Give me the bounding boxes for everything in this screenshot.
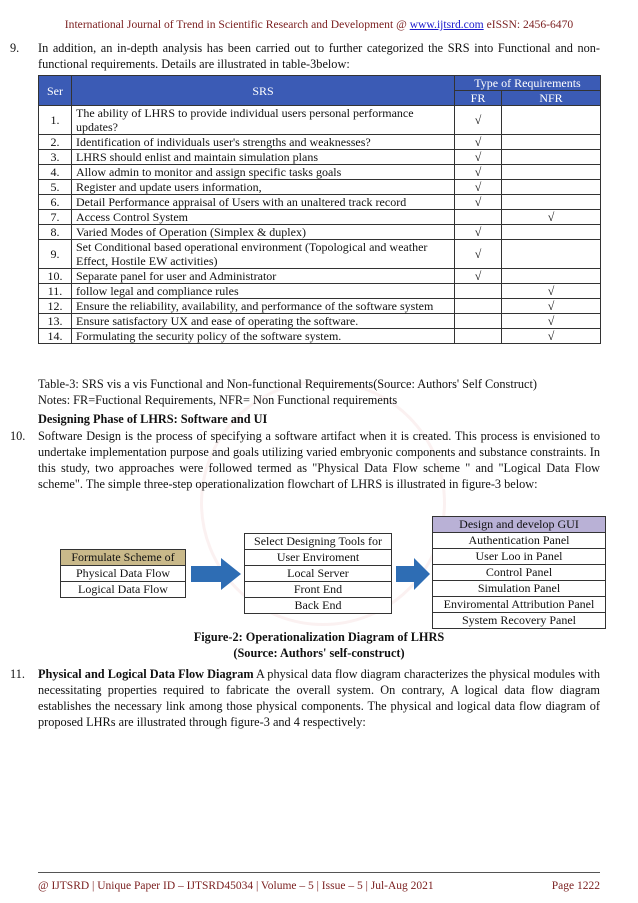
paragraph-number: 11. bbox=[10, 667, 25, 681]
paragraph-text: In addition, an in-depth analysis has been carried out to further categorized the SRS into Functional and non-functional requirements. Details are illustrated in table-3below: bbox=[38, 41, 600, 71]
paragraph-11 bbox=[10, 666, 600, 730]
cell-fr bbox=[455, 284, 502, 299]
cell-nfr bbox=[502, 150, 601, 165]
table-row bbox=[39, 150, 601, 165]
footer-left: @ IJTSRD | Unique Paper ID – IJTSRD45034 | Volume – 5 | Issue – 5 | Jul-Aug 2021 bbox=[38, 880, 434, 892]
section-heading: Designing Phase of LHRS: Software and UI bbox=[38, 412, 268, 426]
table-row bbox=[39, 240, 601, 269]
col-srs-header: SRS bbox=[72, 76, 455, 106]
journal-issn: eISSN: 2456-6470 bbox=[486, 18, 574, 31]
cell-fr bbox=[455, 314, 502, 329]
table-row bbox=[39, 195, 601, 210]
cell-srs: Ensure satisfactory UX and ease of operating the software. bbox=[72, 314, 455, 329]
table-caption: Table-3: SRS vis a vis Functional and Non-functional Requirements(Source: Authors' Self Construct) bbox=[38, 377, 537, 391]
cell-srs: Register and update users information, bbox=[72, 180, 455, 195]
cell-fr bbox=[455, 299, 502, 314]
table-row bbox=[39, 284, 601, 299]
cell-ser: 13. bbox=[39, 314, 72, 329]
cell-nfr bbox=[502, 195, 601, 210]
cell-ser: 4. bbox=[39, 165, 72, 180]
cell-fr: √ bbox=[455, 135, 502, 150]
col-nfr-header: NFR bbox=[502, 91, 601, 106]
cell-srs: Set Conditional based operational environment (Topological and weather Effect, Hostile EW activities) bbox=[72, 240, 455, 269]
cell-nfr bbox=[502, 106, 601, 135]
paragraph-9 bbox=[10, 40, 600, 72]
tools-box bbox=[244, 533, 392, 614]
table-notes: Notes: FR=Fuctional Requirements, NFR= Non Functional requirements bbox=[38, 393, 398, 407]
table-row bbox=[39, 269, 601, 284]
cell-srs: Allow admin to monitor and assign specific tasks goals bbox=[72, 165, 455, 180]
cell-srs: follow legal and compliance rules bbox=[72, 284, 455, 299]
cell-ser: 6. bbox=[39, 195, 72, 210]
cell-srs: Identification of individuals user's strengths and weaknesses? bbox=[72, 135, 455, 150]
cell-ser: 11. bbox=[39, 284, 72, 299]
cell-ser: 12. bbox=[39, 299, 72, 314]
cell-nfr bbox=[502, 240, 601, 269]
table-row bbox=[39, 135, 601, 150]
gui-box bbox=[432, 516, 606, 629]
cell-nfr bbox=[502, 135, 601, 150]
scheme-box-title: Formulate Scheme of bbox=[61, 550, 185, 565]
cell-fr: √ bbox=[455, 150, 502, 165]
cell-srs: Formulating the security policy of the software system. bbox=[72, 329, 455, 344]
cell-fr: √ bbox=[455, 165, 502, 180]
cell-fr: √ bbox=[455, 195, 502, 210]
gui-box-item: System Recovery Panel bbox=[433, 612, 605, 628]
table-row bbox=[39, 225, 601, 240]
table-row bbox=[39, 180, 601, 195]
paragraph-number: 10. bbox=[10, 429, 26, 443]
journal-url-link[interactable]: www.ijtsrd.com bbox=[409, 18, 484, 31]
table-row bbox=[39, 210, 601, 225]
figure-source: (Source: Authors' self-construct) bbox=[233, 646, 405, 660]
cell-fr: √ bbox=[455, 269, 502, 284]
paragraph-number: 9. bbox=[10, 41, 20, 55]
tools-box-item: User Enviroment bbox=[245, 549, 391, 565]
col-ser-header: Ser bbox=[39, 76, 72, 106]
cell-nfr: √ bbox=[502, 314, 601, 329]
cell-srs: Detail Performance appraisal of Users with an unaltered track record bbox=[72, 195, 455, 210]
cell-fr: √ bbox=[455, 106, 502, 135]
cell-ser: 1. bbox=[39, 106, 72, 135]
cell-ser: 3. bbox=[39, 150, 72, 165]
gui-box-item: User Loo in Panel bbox=[433, 548, 605, 564]
gui-box-item: Simulation Panel bbox=[433, 580, 605, 596]
footer-divider bbox=[38, 872, 600, 873]
page-number: Page 1222 bbox=[551, 880, 600, 892]
cell-fr: √ bbox=[455, 225, 502, 240]
cell-nfr bbox=[502, 165, 601, 180]
cell-nfr: √ bbox=[502, 329, 601, 344]
cell-srs: LHRS should enlist and maintain simulation plans bbox=[72, 150, 455, 165]
cell-nfr bbox=[502, 269, 601, 284]
cell-nfr: √ bbox=[502, 299, 601, 314]
cell-ser: 14. bbox=[39, 329, 72, 344]
table-row bbox=[39, 329, 601, 344]
tools-box-item: Front End bbox=[245, 581, 391, 597]
journal-name: International Journal of Trend in Scientific Research and Development @ bbox=[64, 18, 407, 31]
paragraph-10 bbox=[10, 428, 600, 492]
table-row bbox=[39, 165, 601, 180]
tools-box-item: Back End bbox=[245, 597, 391, 613]
cell-nfr: √ bbox=[502, 284, 601, 299]
scheme-box bbox=[60, 549, 186, 598]
arrow-2-icon bbox=[396, 556, 432, 592]
cell-srs: The ability of LHRS to provide individual users personal performance updates? bbox=[72, 106, 455, 135]
tools-box-title: Select Designing Tools for bbox=[254, 534, 382, 548]
cell-nfr bbox=[502, 225, 601, 240]
srs-table bbox=[38, 75, 601, 344]
cell-ser: 2. bbox=[39, 135, 72, 150]
paragraph-bold-lead: Physical and Logical Data Flow Diagram bbox=[38, 667, 254, 681]
cell-fr: √ bbox=[455, 240, 502, 269]
arrow-1-icon bbox=[191, 556, 243, 592]
cell-ser: 5. bbox=[39, 180, 72, 195]
cell-fr bbox=[455, 329, 502, 344]
paragraph-text: A physical data flow diagram characterizes the physical modules with necessitating properties required to fabricate the overall system. On contrary, A logical data flow diagram establishes the necessary link among those physical components. The physical and logical data flow diagram of proposed LHRs are illustrated through figure-3 and 4 respectively: bbox=[38, 667, 600, 729]
cell-srs: Separate panel for user and Administrator bbox=[72, 269, 455, 284]
page-footer bbox=[38, 880, 600, 892]
table-row bbox=[39, 106, 601, 135]
paragraph-text: Software Design is the process of specifying a software artifact when it is created. This process is envisioned to undertake implementation purpose and goals utilizing varied embryonic components and substance constraints. In this study, two approaches were followed termed as "Physical Data Flow scheme " and "Logical Data Flow scheme". The simple three-step operationalization flowchart of LHRS is illustrated in figure-3 below: bbox=[38, 429, 600, 491]
cell-fr: √ bbox=[455, 180, 502, 195]
gui-box-item: Enviromental Attribution Panel bbox=[433, 596, 605, 612]
cell-nfr: √ bbox=[502, 210, 601, 225]
col-type-header: Type of Requirements bbox=[455, 76, 601, 91]
table-row bbox=[39, 314, 601, 329]
cell-ser: 10. bbox=[39, 269, 72, 284]
page-header bbox=[0, 18, 638, 31]
col-fr-header: FR bbox=[455, 91, 502, 106]
table-row bbox=[39, 299, 601, 314]
scheme-box-item: Physical Data Flow bbox=[61, 565, 185, 581]
srs-table-body bbox=[39, 106, 601, 344]
scheme-box-item: Logical Data Flow bbox=[61, 581, 185, 597]
cell-fr bbox=[455, 210, 502, 225]
tools-box-item: Local Server bbox=[245, 565, 391, 581]
cell-srs: Ensure the reliability, availability, and performance of the software system bbox=[72, 299, 455, 314]
cell-ser: 8. bbox=[39, 225, 72, 240]
gui-box-item: Control Panel bbox=[433, 564, 605, 580]
cell-nfr bbox=[502, 180, 601, 195]
cell-ser: 7. bbox=[39, 210, 72, 225]
cell-srs: Varied Modes of Operation (Simplex & duplex) bbox=[72, 225, 455, 240]
gui-box-item: Authentication Panel bbox=[433, 532, 605, 548]
cell-ser: 9. bbox=[39, 240, 72, 269]
figure-caption: Figure-2: Operationalization Diagram of LHRS bbox=[193, 630, 445, 644]
gui-box-title: Design and develop GUI bbox=[433, 517, 605, 532]
cell-srs: Access Control System bbox=[72, 210, 455, 225]
